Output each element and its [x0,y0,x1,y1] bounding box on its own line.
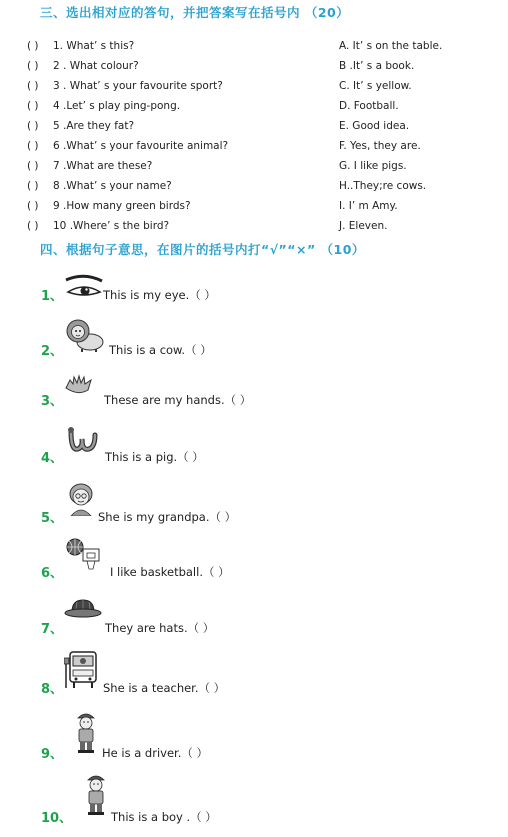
question-row [27,219,169,233]
item-number: 10、 [41,811,73,826]
answer-option: E. Good idea. [339,120,410,132]
question-row [27,99,180,113]
question-text: 1. What’ s this? [53,40,135,52]
basketball-icon [65,537,103,575]
question-row [27,199,191,213]
question-row [27,179,172,193]
item-sentence: She is my grandpa.（ ） [98,510,237,524]
section4-title: 四、根据句子意思，在图片的括号内打“√”“×” （10） [40,242,365,257]
item-number: 6、 [41,566,64,581]
item-sentence: They are hats.（ ） [105,621,215,635]
hand-icon [64,374,94,400]
answer-blank[interactable]: ( ) [27,60,39,72]
answer-option: F. Yes, they are. [339,140,421,152]
item-sentence: These are my hands.（ ） [104,393,252,407]
item-number: 1、 [41,289,64,304]
lion-icon [66,318,104,356]
item-sentence: I like basketball.（ ） [110,565,230,579]
question-text: 10 .Where’ s the bird? [53,220,170,232]
question-text: 3 . What’ s your favourite sport? [53,80,223,92]
item-number: 5、 [41,511,64,526]
question-row [27,79,223,93]
answer-option: I. I’ m Amy. [339,200,398,212]
question-text: 5 .Are they fat? [53,120,135,132]
item-number: 2、 [41,344,64,359]
answer-blank[interactable]: ( ) [27,100,39,112]
question-text: 6 .What’ s your favourite animal? [53,140,229,152]
answer-option: J. Eleven. [339,220,388,232]
answer-option: H..They;re cows. [339,180,427,192]
question-row [27,59,139,73]
answer-blank[interactable]: ( ) [27,180,39,192]
item-sentence: This is my eye.（ ） [103,288,216,302]
question-row [27,39,134,53]
boy-icon [73,710,99,758]
question-row [27,119,134,133]
grandma-icon [66,482,96,520]
hat-icon [64,598,102,628]
question-row [27,139,228,153]
snake-icon [66,425,102,459]
answer-blank[interactable]: ( ) [27,140,39,152]
item-sentence: This is a boy .（ ） [111,810,217,824]
question-row [27,159,152,173]
item-sentence: This is a cow.（ ） [109,343,212,357]
answer-blank[interactable]: ( ) [27,40,39,52]
answer-option: G. I like pigs. [339,160,407,172]
question-text: 2 . What colour? [53,60,139,72]
question-text: 9 .How many green birds? [53,200,191,212]
item-sentence: This is a pig.（ ） [105,450,204,464]
question-text: 7 .What are these? [53,160,153,172]
item-number: 3、 [41,394,64,409]
answer-blank[interactable]: ( ) [27,160,39,172]
item-number: 9、 [41,747,64,762]
answer-blank[interactable]: ( ) [27,200,39,212]
item-number: 8、 [41,682,64,697]
question-text: 4 .Let’ s play ping-pong. [53,100,181,112]
answer-option: B .It’ s a book. [339,60,415,72]
section3-title: 三、选出相对应的答句，并把答案写在括号内 （20） [40,5,350,20]
item-sentence: He is a driver.（ ） [102,746,209,760]
answer-blank[interactable]: ( ) [27,120,39,132]
answer-blank[interactable]: ( ) [27,220,39,232]
answer-option: D. Football. [339,100,399,112]
answer-option: A. It’ s on the table. [339,40,443,52]
item-number: 4、 [41,451,64,466]
eye-icon [64,274,104,304]
boy-icon [83,772,109,820]
question-text: 8 .What’ s your name? [53,180,172,192]
item-sentence: She is a teacher.（ ） [103,681,226,695]
answer-option: C. It’ s yellow. [339,80,412,92]
answer-blank[interactable]: ( ) [27,80,39,92]
item-number: 7、 [41,622,64,637]
bus-icon [64,648,100,694]
